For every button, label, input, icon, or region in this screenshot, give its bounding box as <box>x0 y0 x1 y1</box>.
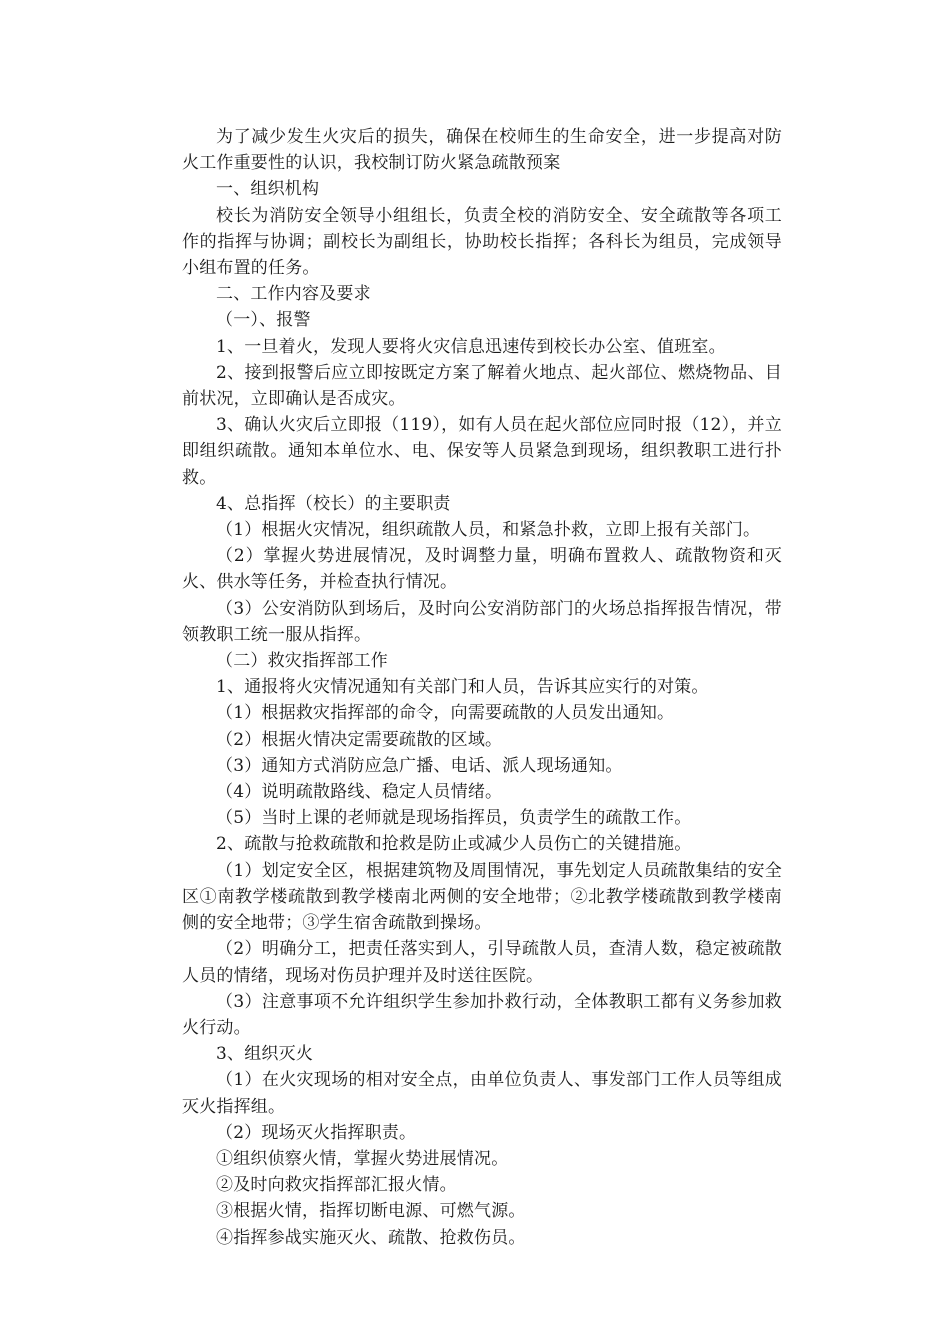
paragraph: 校长为消防安全领导小组组长，负责全校的消防安全、安全疏散等各项工作的指挥与协调；副校长为副组长，协助校长指挥；各科长为组员，完成领导小组布置的任务。 <box>182 205 782 279</box>
paragraph: （2）明确分工，把责任落实到人，引导疏散人员，查清人数，稳定被疏散人员的情绪，现场对伤员护理并及时送往医院。 <box>182 939 782 986</box>
list-item: ③根据火情，指挥切断电源、可燃气源。 <box>216 1201 526 1222</box>
list-item: ②及时向救灾指挥部汇报火情。 <box>216 1175 457 1196</box>
paragraph: （3）注意事项不允许组织学生参加扑救行动，全体教职工都有义务参加救火行动。 <box>182 991 782 1038</box>
paragraph: （1）根据救灾指挥部的命令，向需要疏散的人员发出通知。 <box>216 703 675 724</box>
list-item: ④指挥参战实施灭火、疏散、抢救伤员。 <box>216 1227 526 1248</box>
subsection-heading-alarm: （一）、报警 <box>216 310 311 331</box>
paragraph: （2）现场灭火指挥职责。 <box>216 1122 417 1143</box>
intro-paragraph: 为了减少发生火灾后的损失，确保在校师生的生命安全，进一步提高对防火工作重要性的认识，我校制订防火紧急疏散预案 <box>182 127 782 174</box>
paragraph: （3）通知方式消防应急广播、电话、派人现场通知。 <box>216 755 623 776</box>
subsection-heading-command: （二）救灾指挥部工作 <box>216 651 388 672</box>
paragraph: （4）说明疏散路线、稳定人员情绪。 <box>216 782 503 803</box>
paragraph: （3）公安消防队到场后，及时向公安消防部门的火场总指挥报告情况，带领教职工统一服从指挥。 <box>182 598 782 645</box>
paragraph: （1）划定安全区，根据建筑物及周围情况，事先划定人员疏散集结的安全区①南教学楼疏散到教学楼南北两侧的安全地带；②北教学楼疏散到教学楼南侧的安全地带；③学生宿舍疏散到操场。 <box>182 860 782 934</box>
paragraph: （1）根据火灾情况，组织疏散人员，和紧急扑救，立即上报有关部门。 <box>216 520 761 541</box>
paragraph: 4、总指挥（校长）的主要职责 <box>216 493 451 514</box>
section-heading-organization: 一、组织机构 <box>216 179 320 200</box>
paragraph: 1、一旦着火，发现人要将火灾信息迅速传到校长办公室、值班室。 <box>216 336 726 357</box>
list-item: ①组织侦察火情，掌握火势进展情况。 <box>216 1148 509 1169</box>
paragraph: 2、接到报警后应立即按既定方案了解着火地点、起火部位、燃烧物品、目前状况，立即确认是否成灾。 <box>182 362 782 410</box>
paragraph: （5）当时上课的老师就是现场指挥员，负责学生的疏散工作。 <box>216 808 692 829</box>
paragraph: （2）掌握火势进展情况，及时调整力量，明确布置救人、疏散物资和灭火、供水等任务，并检查执行情况。 <box>182 546 782 593</box>
section-heading-work: 二、工作内容及要求 <box>216 284 371 305</box>
paragraph: 1、通报将火灾情况通知有关部门和人员，告诉其应实行的对策。 <box>216 677 709 698</box>
paragraph: 2、疏散与抢救疏散和抢救是防止或减少人员伤亡的关键措施。 <box>216 834 692 855</box>
paragraph: （2）根据火情决定需要疏散的区域。 <box>216 729 503 750</box>
paragraph: 3、组织灭火 <box>216 1044 314 1065</box>
paragraph: （1）在火灾现场的相对安全点，由单位负责人、事发部门工作人员等组成灭火指挥组。 <box>182 1070 782 1117</box>
document-body <box>182 124 782 1251</box>
paragraph: 3、确认火灾后立即报（119），如有人员在起火部位应同时报（12），并立即组织疏散。通知本单位水、电、保安等人员紧急到现场，组织教职工进行扑救。 <box>182 415 782 488</box>
